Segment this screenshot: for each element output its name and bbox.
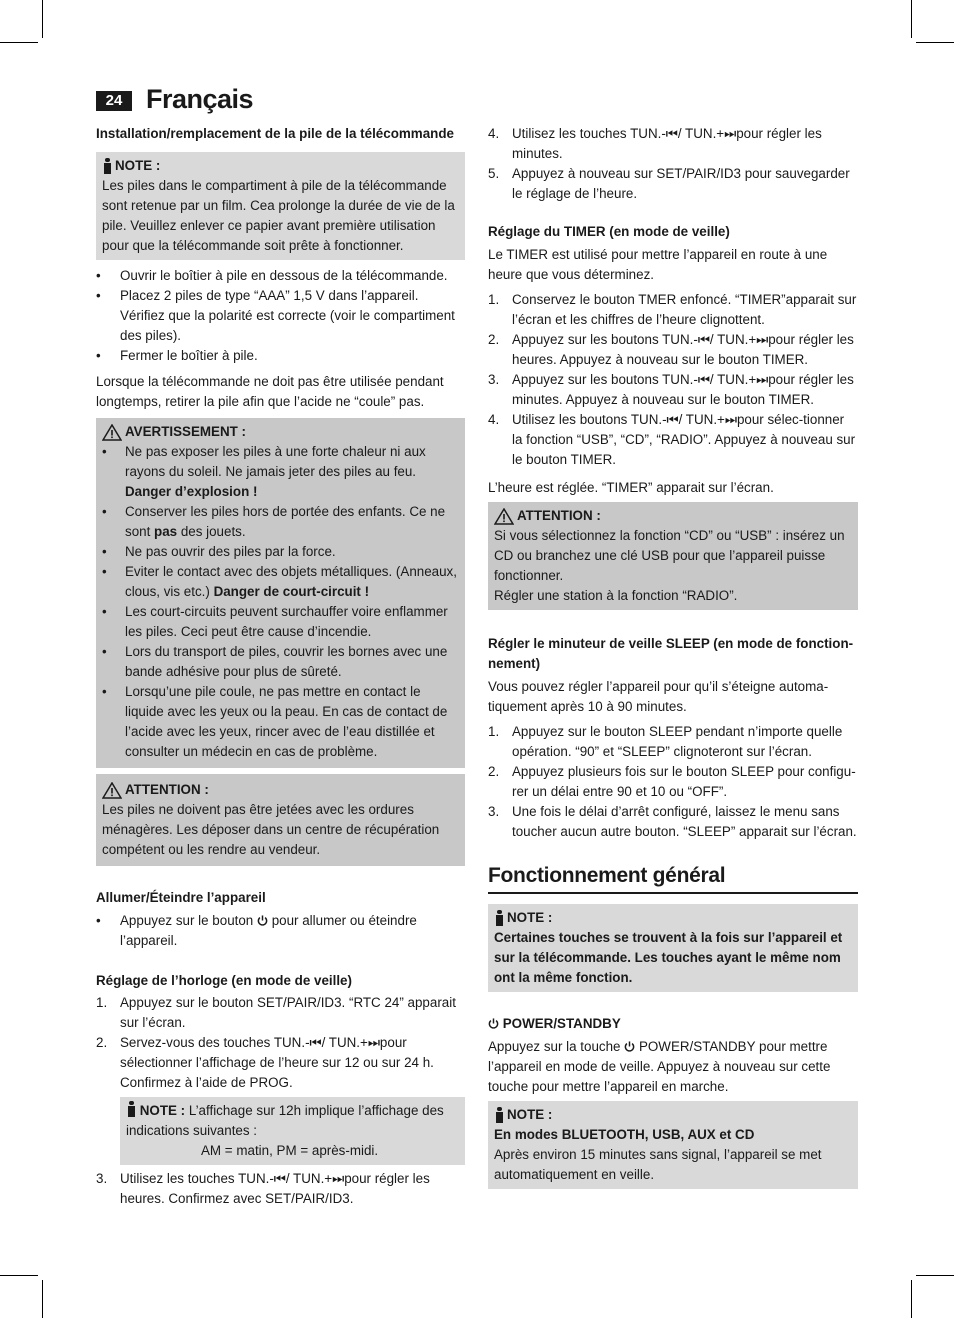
- attention-title: ATTENTION :: [125, 782, 209, 797]
- list-item: • Appuyez sur le bouton pour allumer ou éteindre l’appareil.: [96, 911, 465, 951]
- note-title: NOTE :: [507, 910, 553, 925]
- list-item: 3. Une fois le délai d’arrêt configuré, laissez le menu sans toucher aucun autre bouton. “SLEEP” apparait sur l’écran.: [488, 804, 857, 839]
- attention-text: Si vous sélectionnez la fonction “CD” ou “USB” : insérez un CD ou branchez une clé USB pour que l’appareil puisse fonctionner.: [494, 528, 845, 583]
- power-heading: POWER/STANDBY: [488, 1014, 858, 1034]
- note-text: Les piles dans le compartiment à pile de la télécommande sont retenue par un film. Cea prolonge la durée de vie de la pile. Veuillez enlever ce papier avant première utilisation pour que la télécommande soit prête à fonctionner.: [102, 178, 455, 253]
- sleep-intro: Vous pouvez régler l’appareil pour qu’il s’éteigne automa-tiquement après 10 à 90 minutes.: [488, 679, 829, 714]
- warning-icon: [494, 508, 514, 525]
- list-item: • Lors du transport de piles, couvrir les bornes avec une bande adhésive pour plus de sûreté.: [102, 642, 459, 682]
- left-column: [96, 124, 465, 1209]
- previous-icon: ⏮: [273, 1171, 286, 1186]
- next-icon: ⏭: [724, 412, 737, 427]
- info-icon: [494, 910, 504, 926]
- crop-mark: [911, 1280, 912, 1318]
- battery-heading: Installation/remplacement de la pile de la télécommande: [96, 126, 454, 141]
- crop-mark: [42, 0, 43, 38]
- previous-icon: ⏮: [666, 412, 679, 427]
- crop-mark: [42, 1280, 43, 1318]
- info-icon: [494, 1107, 504, 1123]
- note-title: NOTE :: [139, 1103, 186, 1118]
- next-icon: ⏭: [367, 1035, 380, 1050]
- crop-mark: [916, 42, 954, 43]
- info-icon: [126, 1101, 136, 1117]
- list-item: • Lorsqu’une pile coule, ne pas mettre en contact le liquide avec les yeux ou la peau. En cas de contact de l’acide avec les yeux, rincer avec de l’eau distillée et consulter un médecin en cas de problème.: [102, 682, 459, 762]
- attention-box: [96, 774, 465, 866]
- sleep-heading: Régler le minuteur de veille SLEEP (en mode de fonction-nement): [488, 636, 854, 671]
- next-icon: ⏭: [724, 126, 737, 141]
- crop-mark: [0, 1275, 38, 1276]
- timer-done: L’heure est réglée. “TIMER” apparait sur l’écran.: [488, 480, 774, 495]
- right-column: [488, 124, 858, 1189]
- list-item: 2. Appuyez sur les boutons TUN.-⏮/ TUN.+⏭pour régler les heures. Appuyez à nouveau sur le bouton TIMER.: [488, 332, 854, 367]
- warning-box: [96, 418, 465, 768]
- note-text: L’affichage sur 12h implique l’affichage des indications suivantes :: [126, 1103, 444, 1138]
- note-title: NOTE :: [115, 158, 161, 173]
- next-icon: ⏭: [332, 1171, 345, 1186]
- clock-heading: Réglage de l’horloge (en mode de veille): [96, 973, 352, 988]
- page-number: 24: [96, 91, 132, 111]
- list-item: • Ne pas ouvrir des piles par la force.: [102, 542, 459, 562]
- list-item: 1. Appuyez sur le bouton SET/PAIR/ID3. “RTC 24” apparait sur l’écran.: [96, 995, 456, 1030]
- list-item: • Conserver les piles hors de portée des enfants. Ce ne sont pas des jouets.: [102, 502, 459, 542]
- list-item: • Eviter le contact avec des objets métalliques. (Anneaux, clous, vis etc.) Danger de court-circuit !: [102, 562, 459, 602]
- list-item: 2. Appuyez plusieurs fois sur le bouton SLEEP pour configu-rer un délai entre 90 et 10 ou “OFF”.: [488, 764, 856, 799]
- list-item: • Les court-circuits peuvent surchauffer voire enflammer les piles. Ceci peut être cause d’incendie.: [102, 602, 459, 642]
- power-text: Appuyez sur la touche POWER/STANDBY pour mettre l’appareil en mode de veille. Appuyez à nouveau sur cette touche pour mettre l’appareil en marche.: [488, 1039, 831, 1094]
- list-item: 3. Appuyez sur les boutons TUN.-⏮/ TUN.+⏭pour régler les minutes. Appuyez à nouveau sur le bouton TIMER.: [488, 372, 854, 407]
- info-icon: [102, 158, 112, 174]
- crop-mark: [0, 42, 38, 43]
- note-box: [488, 1101, 858, 1189]
- warning-icon: [102, 424, 122, 441]
- power-icon: [488, 1018, 499, 1029]
- list-item: 1. Appuyez sur le bouton SLEEP pendant n’importe quelle opération. “90” et “SLEEP” clignoteront sur l’écran.: [488, 724, 843, 759]
- list-item: 4. Utilisez les touches TUN.-⏮/ TUN.+⏭pour régler les minutes.: [488, 126, 822, 161]
- note-center: AM = matin, PM = après-midi.: [201, 1143, 379, 1158]
- list-item: • Ne pas exposer les piles à une forte chaleur ni aux rayons du soleil. Ne jamais jeter des piles au feu. Danger d’explosion !: [102, 442, 459, 502]
- attention-text: Les piles ne doivent pas être jetées avec les ordures ménagères. Les déposer dans un centre de récupération compétent ou les rendre au vendeur.: [102, 802, 440, 857]
- list-item: 5. Appuyez à nouveau sur SET/PAIR/ID3 pour sauvegarder le réglage de l’heure.: [488, 166, 850, 201]
- attention-box: [488, 502, 858, 610]
- warning-icon: [102, 782, 122, 799]
- note-text: Après environ 15 minutes sans signal, l’appareil se met automatiquement en veille.: [494, 1147, 822, 1182]
- attention-text: Régler une station à la fonction “RADIO”.: [494, 588, 738, 603]
- note-title: NOTE :: [507, 1107, 553, 1122]
- previous-icon: ⏮: [309, 1035, 322, 1050]
- onoff-heading: Allumer/Éteindre l’appareil: [96, 890, 266, 905]
- timer-heading: Réglage du TIMER (en mode de veille): [488, 224, 730, 239]
- power-icon: [257, 915, 268, 926]
- note-subtitle: En modes BLUETOOTH, USB, AUX et CD: [494, 1127, 755, 1142]
- next-icon: ⏭: [756, 332, 769, 347]
- page-title: Français: [146, 84, 254, 114]
- list-item: 3. Utilisez les touches TUN.-⏮/ TUN.+⏭pour régler les heures. Confirmez avec SET/PAIR/ID3.: [96, 1171, 430, 1206]
- list-item: 1. Conservez le bouton TMER enfoncé. “TIMER”apparait sur l’écran et les chiffres de l’heure clignottent.: [488, 292, 857, 327]
- battery-steps: [96, 266, 465, 366]
- previous-icon: ⏮: [697, 332, 710, 347]
- general-heading: Fonctionnement général: [488, 862, 858, 894]
- next-icon: ⏭: [756, 372, 769, 387]
- list-item: • Fermer le boîtier à pile.: [96, 346, 465, 366]
- list-item: • Placez 2 piles de type “AAA” 1,5 V dans l’appareil. Vérifiez que la polarité est correcte (voir le compartiment des piles).: [96, 286, 465, 346]
- list-item: • Ouvrir le boîtier à pile en dessous de la télécommande.: [96, 266, 465, 286]
- note-box: [96, 152, 465, 260]
- previous-icon: ⏮: [665, 126, 678, 141]
- note-box: [120, 1097, 465, 1165]
- battery-paragraph: Lorsque la télécommande ne doit pas être utilisée pendant longtemps, retirer la pile afin que l’acide ne “coule” pas.: [96, 374, 444, 409]
- list-item: 2. Servez-vous des touches TUN.-⏮/ TUN.+⏭pour sélectionner l’affichage de l’heure sur 12 ou sur 24 h. Confirmez à l’aide de PROG.: [96, 1035, 434, 1090]
- crop-mark: [911, 0, 912, 38]
- attention-title: ATTENTION :: [517, 508, 601, 523]
- crop-mark: [916, 1275, 954, 1276]
- power-icon: [624, 1041, 635, 1052]
- timer-intro: Le TIMER est utilisé pour mettre l’appareil en route à une heure que vous déterminez.: [488, 247, 828, 282]
- warning-title: AVERTISSEMENT :: [125, 424, 247, 439]
- previous-icon: ⏮: [697, 372, 710, 387]
- list-item: 4. Utilisez les boutons TUN.-⏮/ TUN.+⏭pour sélec-tionner la fonction “USB”, “CD”, “RADIO”. Appuyez à nouveau sur le bouton TIMER.: [488, 412, 856, 467]
- note-box: [488, 904, 858, 992]
- note-text: Certaines touches se trouvent à la fois sur l’appareil et sur la télécommande. Les touches ayant le même nom ont la même fonction.: [494, 930, 843, 985]
